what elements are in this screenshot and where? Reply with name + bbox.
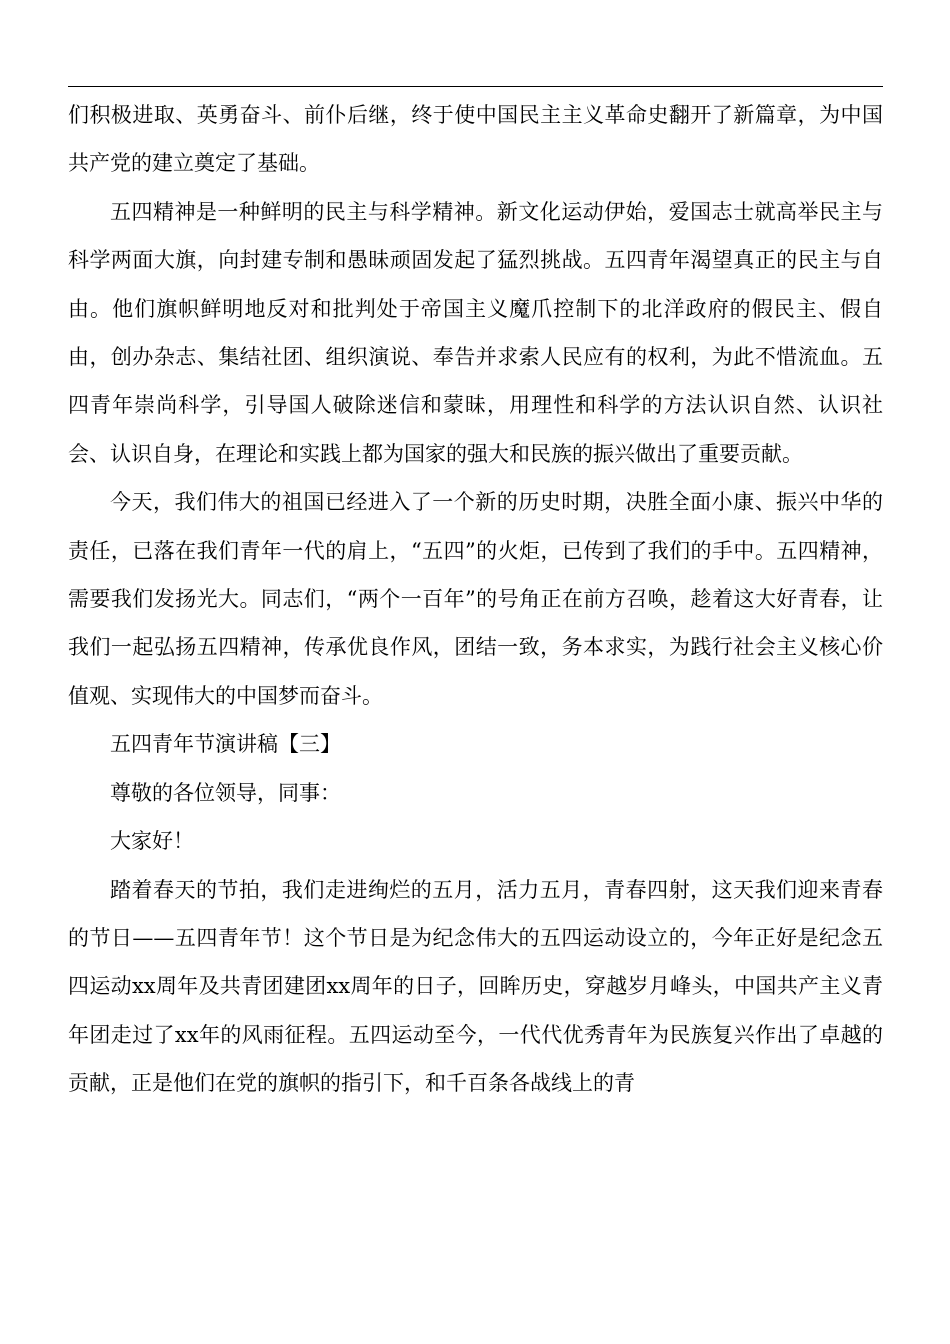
salutation: 尊敬的各位领导，同事： <box>110 780 341 805</box>
greeting: 大家好！ <box>110 829 194 854</box>
section-heading: 五四青年节演讲稿【三】 <box>110 732 341 757</box>
paragraph-7: 踏着春天的节拍，我们走进绚烂的五月，活力五月，青春四射，这天我们迎来青春的节日——五四青年节！这个节日是为纪念伟大的五四运动设立的，今年正好是纪念五四运动xx周年及共青团建团xx周年的日子，回眸历史，穿越岁月峰头，中国共产主义青年团走过了xx年的风雨征程。五四运动至今，一代代优秀青年为民族复兴作出了卓越的贡献，正是他们在党的旗帜的指引下，和千百条各战线上的青 <box>68 877 883 1096</box>
paragraph-1: 们积极进取、英勇奋斗、前仆后继，终于使中国民主主义革命史翻开了新篇章，为中国共产党的建立奠定了基础。 <box>68 103 883 176</box>
document-body <box>68 91 883 1108</box>
paragraph-2: 五四精神是一种鲜明的民主与科学精神。新文化运动伊始，爱国志士就高举民主与科学两面大旗，向封建专制和愚昧顽固发起了猛烈挑战。五四青年渴望真正的民主与自由。他们旗帜鲜明地反对和批判处于帝国主义魔爪控制下的北洋政府的假民主、假自由，创办杂志、集结社团、组织演说、奉告并求索人民应有的权利，为此不惜流血。五四青年崇尚科学，引导国人破除迷信和蒙昧，用理性和科学的方法认识自然、认识社会、认识自身，在理论和实践上都为国家的强大和民族的振兴做出了重要贡献。 <box>68 199 883 466</box>
header-rule <box>68 86 883 87</box>
paragraph-3: 今天，我们伟大的祖国已经进入了一个新的历史时期，决胜全面小康、振兴中华的责任，已落在我们青年一代的肩上，“五四”的火炬，已传到了我们的手中。五四精神，需要我们发扬光大。同志们，“两个一百年”的号角正在前方召唤，趁着这大好青春，让我们一起弘扬五四精神，传承优良作风，团结一致，务本求实，为践行社会主义核心价值观、实现伟大的中国梦而奋斗。 <box>68 490 883 708</box>
